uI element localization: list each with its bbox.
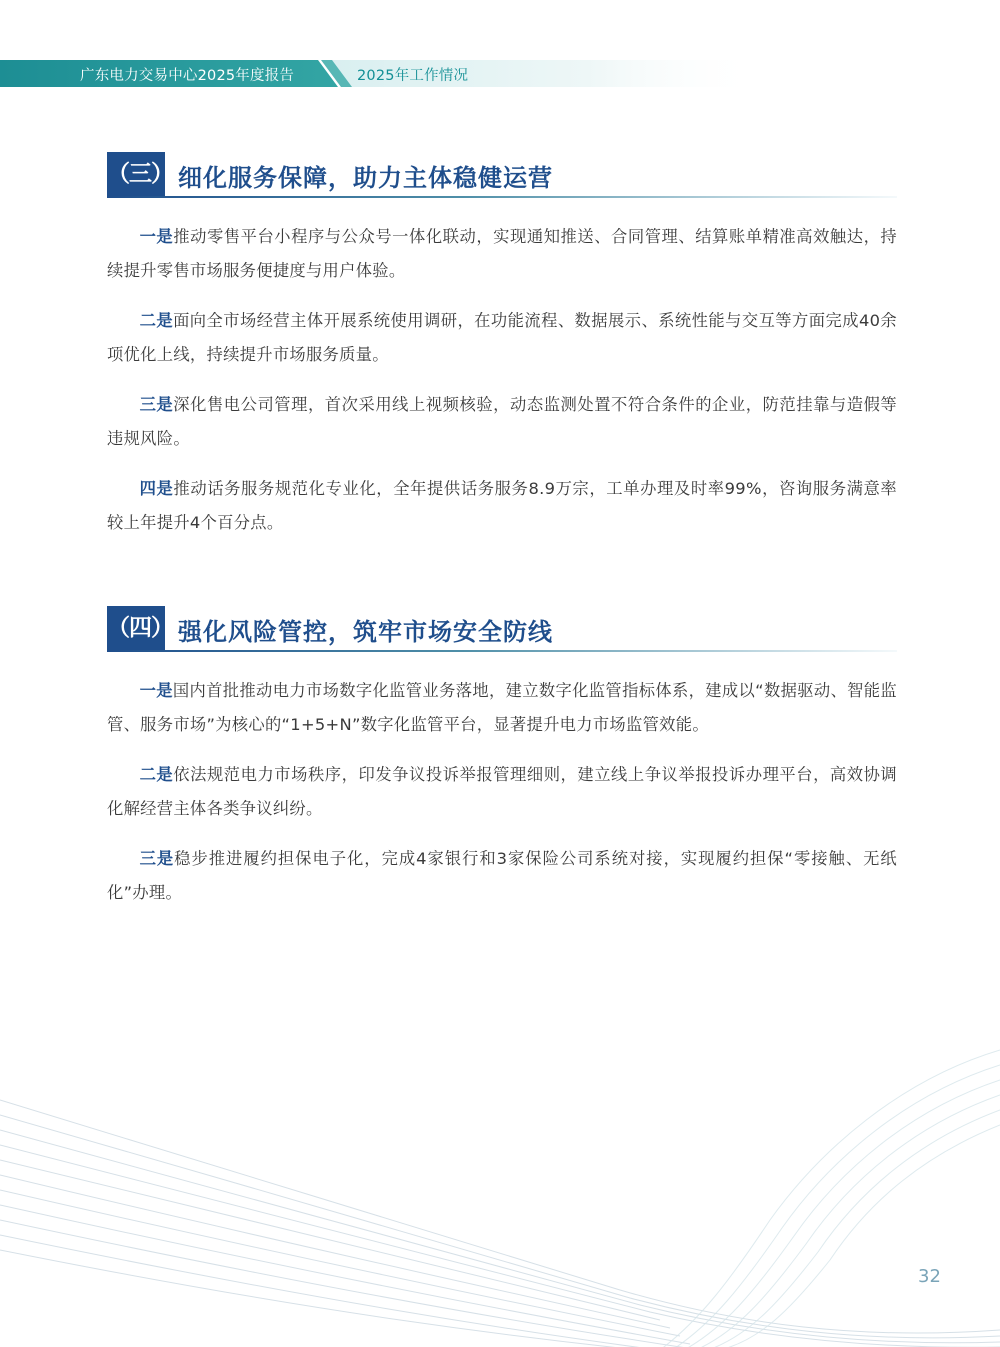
section-heading [107,606,897,652]
report-title: 广东电力交易中心2025年度报告 [80,68,295,84]
paragraph-lead: 一是 [139,227,174,246]
paragraph-text: 面向全市场经营主体开展系统使用调研，在功能流程、数据展示、系统性能与交互等方面完成40余项优化上线，持续提升市场服务质量。 [107,311,898,364]
section-number-badge: （四） [107,606,165,650]
paragraph-lead: 三是 [139,849,175,868]
paragraph [107,220,897,288]
paragraph-lead: 二是 [139,311,174,330]
paragraph-text: 依法规范电力市场秩序，印发争议投诉举报管理细则，建立线上争议举报投诉办理平台，高效协调化解经营主体各类争议纠纷。 [107,765,898,818]
paragraph-text: 深化售电公司管理，首次采用线上视频核验，动态监测处置不符合条件的企业，防范挂靠与造假等违规风险。 [107,395,898,448]
section-four [107,606,897,910]
section-body [107,220,897,540]
section-heading [107,152,897,198]
paragraph [107,388,897,456]
section-body [107,674,897,910]
paragraph-text: 推动话务服务规范化专业化，全年提供话务服务8.9万宗，工单办理及时率99%，咨询服务满意率较上年提升4个百分点。 [107,479,897,532]
paragraph-lead: 四是 [139,479,174,498]
paragraph-lead: 二是 [139,765,174,784]
paragraph-text: 国内首批推动电力市场数字化监管业务落地，建立数字化监管指标体系，建成以“数据驱动、智能监管、服务市场”为核心的“1+5+N”数字化监管平台，显著提升电力市场监管效能。 [107,681,897,734]
section-three [107,152,897,540]
paragraph-lead: 三是 [139,395,174,414]
decorative-waves [0,1040,1000,1347]
paragraph-lead: 一是 [139,681,173,700]
section-heading-title: 强化风险管控，筑牢市场安全防线 [178,618,553,646]
paragraph-text: 稳步推进履约担保电子化，完成4家银行和3家保险公司系统对接，实现履约担保“零接触、无纸化”办理。 [107,849,897,902]
paragraph [107,842,897,910]
section-heading-title: 细化服务保障，助力主体稳健运营 [178,164,553,192]
page-number: 32 [918,1266,941,1287]
section-number-badge: （三） [107,152,165,196]
paragraph [107,758,897,826]
paragraph [107,674,897,742]
heading-underline [107,650,897,652]
heading-underline [107,196,897,198]
paragraph [107,304,897,372]
paragraph-text: 推动零售平台小程序与公众号一体化联动，实现通知推送、合同管理、结算账单精准高效触达，持续提升零售市场服务便捷度与用户体验。 [107,227,898,280]
section-title: 2025年工作情况 [357,68,469,84]
paragraph [107,472,897,540]
